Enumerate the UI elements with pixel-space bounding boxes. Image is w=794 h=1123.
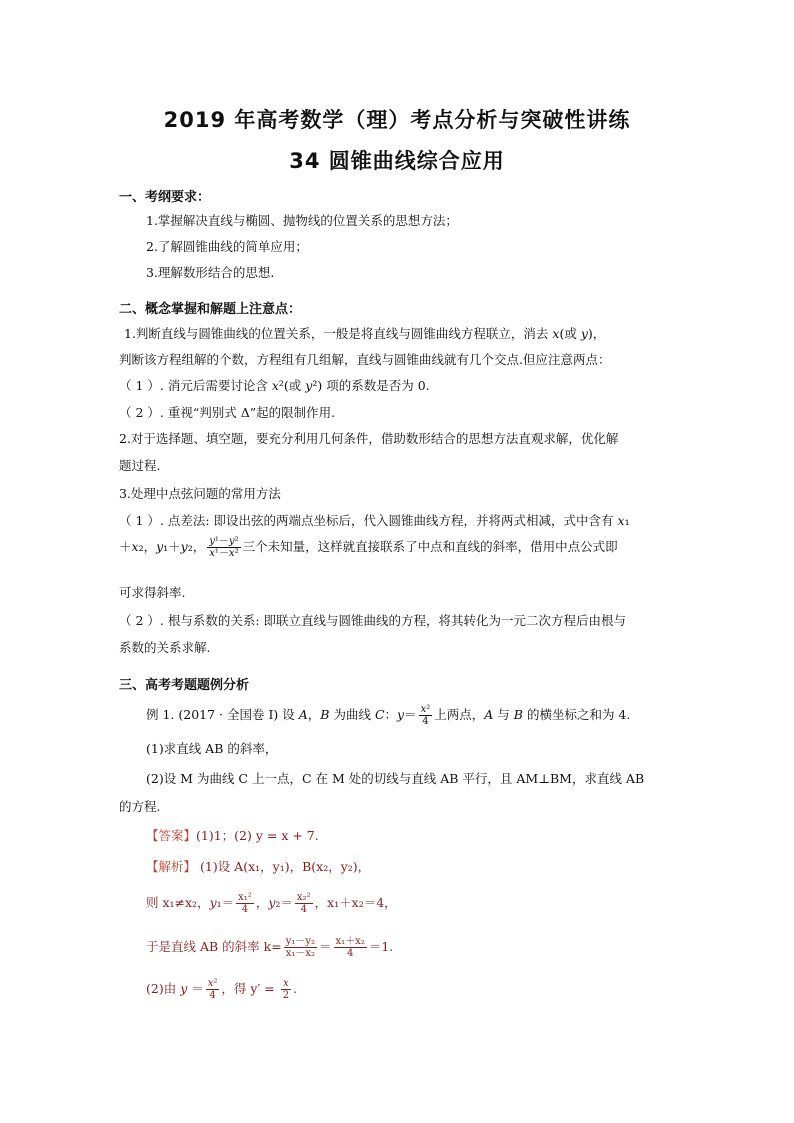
- question-2-line-2: 的方程.: [119, 799, 161, 814]
- question-1: (1)求直线 AB 的斜率，: [146, 741, 278, 756]
- s1-item-1: 1.掌握解决直线与椭圆、抛物线的位置关系的思想方法；: [146, 213, 458, 228]
- analysis-line-1: 【解析】 (1)设 A(x₁，y₁)，B(x₂，y₂)，: [146, 859, 371, 874]
- section-2-heading: 二、概念掌握和解题上注意点：: [119, 302, 302, 317]
- s2-para-1: 1.判断直线与圆锥曲线的位置关系，一般是将直线与圆锥曲线方程联立，消去 x(或 y)，: [124, 326, 606, 341]
- s2-para-2-line-1: 2.对于选择题、填空题，要充分利用几何条件，借助数形结合的思想方法直观求解，优化解: [119, 431, 619, 446]
- section-3-heading: 三、高考考题题例分析: [119, 678, 250, 693]
- example-1-statement: 例 1. (2017 · 全国卷 Ⅰ) 设 A，B 为曲线 C：y＝ $\frac{\text{x²}}{4}$ 上两点，A 与 B 的横坐标之和为 4.: [146, 704, 631, 727]
- s2-para-3-sub-1-line-3: 可求得斜率.: [119, 585, 186, 600]
- section-1-heading: 一、考纲要求：: [119, 190, 211, 205]
- document-title: 2019 年高考数学（理）考点分析与突破性讲练: [163, 108, 631, 132]
- analysis-line-3: 于是直线 AB 的斜率 k= $\frac{\text{y₁－y₂}}{\text{x₁－x₂}}$ ＝ $\frac{\text{x₁＋x₂}}{4}$ ＝1.: [146, 936, 394, 959]
- analysis-line-2: 则 x₁≠x₂，y₁＝ $\frac{\text{x₁²}}{4}$ ，y₂＝ $\frac{\text{x₂²}}{4}$ ，x₁＋x₂＝4，: [146, 892, 397, 915]
- s2-para-3: 3.处理中点弦问题的常用方法: [119, 486, 281, 501]
- slope-fraction: $\frac{\text{y¹－y²}}{\text{x¹－x²}}$: [209, 536, 239, 559]
- s2-para-1-sub-1: （ 1 ）. 消元后需要讨论含 x²(或 y²) 项的系数是否为 0.: [119, 378, 430, 393]
- answer: [146, 827, 319, 845]
- curve-fraction: $\frac{\text{x²}}{4}$: [420, 704, 431, 727]
- analysis-label: 【解析】: [146, 859, 197, 874]
- s2-para-3-sub-1-line-1: （ 1 ）. 点差法: 即设出弦的两端点坐标后，代入圆锥曲线方程，并将两式相减，式中含有 x₁: [119, 513, 630, 528]
- answer-text: (1)1；(2) y = x + 7.: [196, 828, 319, 843]
- s2-para-1-sub-2: （ 2 ）. 重视“判别式 Δ”起的限制作用.: [119, 405, 336, 420]
- question-2-line-1: (2)设 M 为曲线 C 上一点，C 在 M 处的切线与直线 AB 平行，且 AM⊥BM，求直线 AB: [146, 771, 645, 786]
- document-subtitle: 34 圆锥曲线综合应用: [289, 149, 505, 173]
- s2-para-3-sub-1-line-2: ＋x₂，y₁＋y₂， $\frac{\text{y¹－y²}}{\text{x¹－x²}}$ 三个未知量，这样就直接联系了中点和直线的斜率，借用中点公式即: [119, 536, 618, 559]
- s2-para-3-sub-2-line-2: 系数的关系求解.: [119, 640, 211, 655]
- s2-para-1-line-2: 判断该方程组解的个数，方程组有几组解，直线与圆锥曲线就有几个交点.但应注意两点：: [119, 352, 611, 367]
- analysis-line-4: (2)由 y ＝ $\frac{\text{x²}}{4}$ ，得 y′ = $\frac{x}{2}$ .: [146, 978, 298, 1001]
- s1-item-3: 3.理解数形结合的思想.: [146, 265, 275, 280]
- s2-para-3-sub-2-line-1: （ 2 ）. 根与系数的关系: 即联立直线与圆锥曲线的方程，将其转化为一元二次方程后由根与: [119, 613, 627, 628]
- answer-label: 【答案】: [146, 828, 197, 843]
- s1-item-2: 2.了解圆锥曲线的简单应用；: [146, 239, 308, 254]
- s2-para-2-line-2: 题过程.: [119, 458, 161, 473]
